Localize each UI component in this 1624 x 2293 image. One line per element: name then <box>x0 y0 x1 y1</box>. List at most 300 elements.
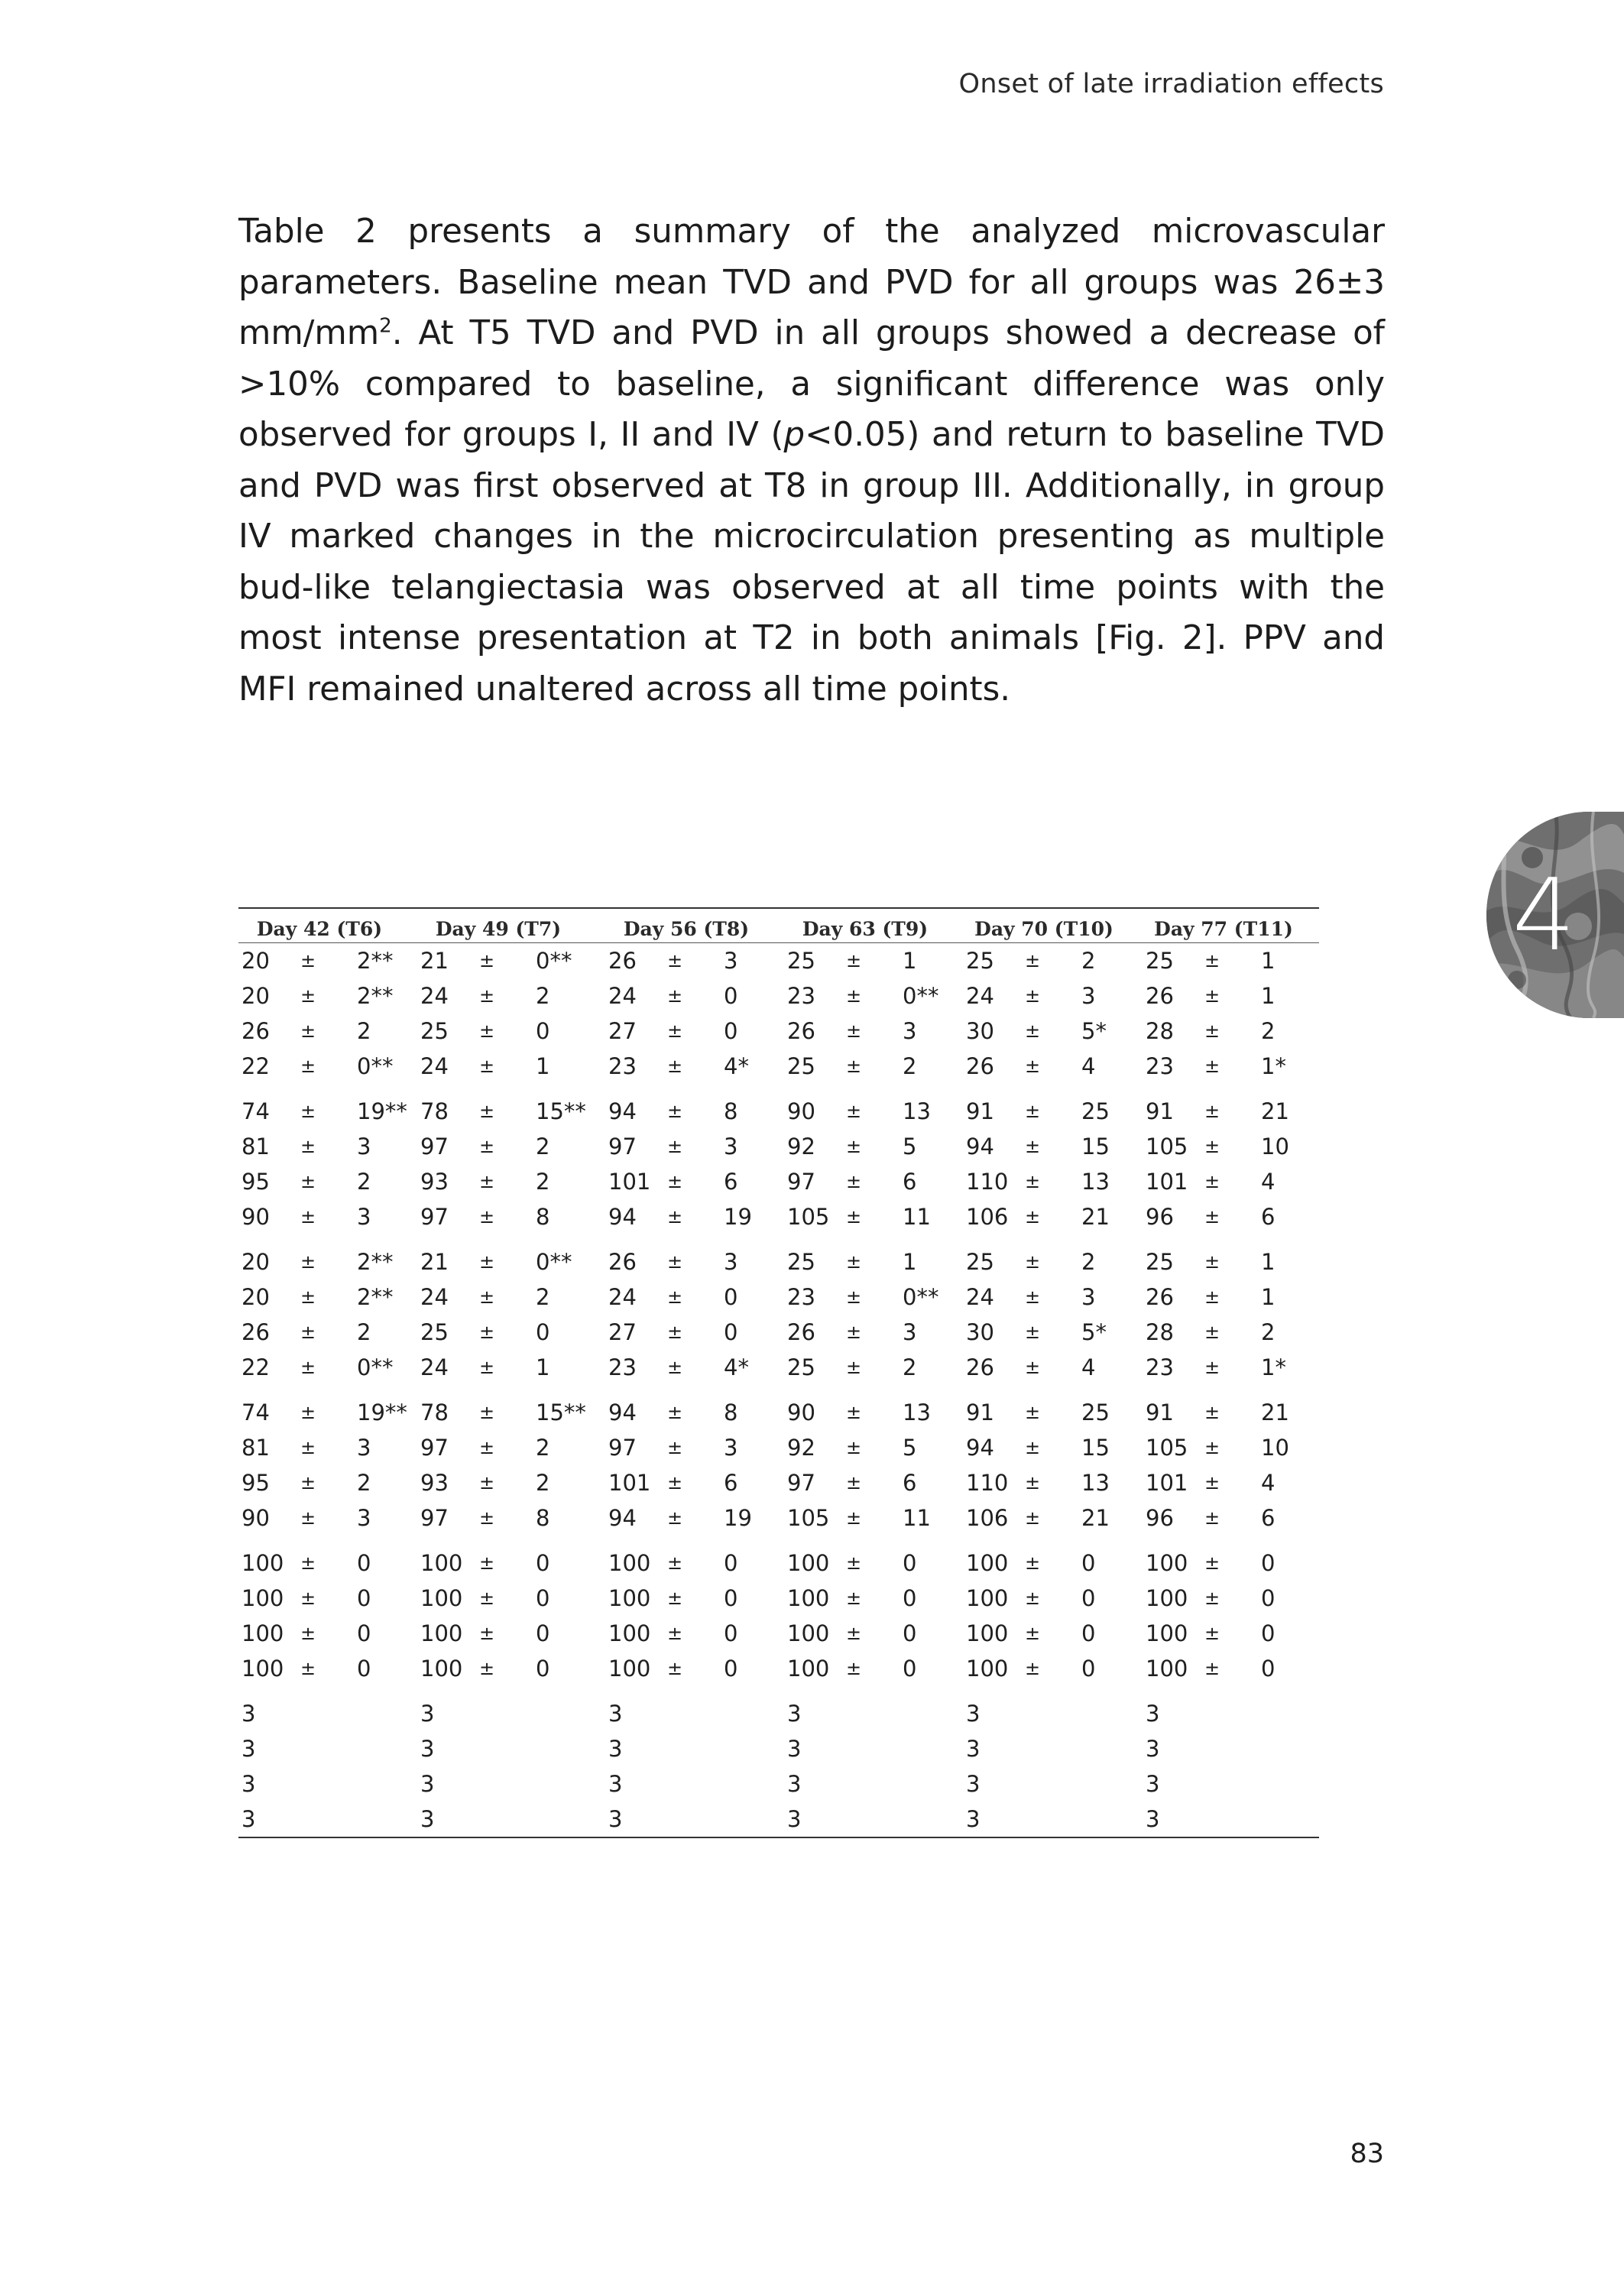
cell-sd: 2 <box>536 983 550 1009</box>
cell-sd: 0 <box>903 1550 917 1576</box>
cell-sd: 4* <box>724 1354 749 1380</box>
plus-minus-sign: ± <box>1204 1251 1220 1273</box>
cell-mean: 90 <box>787 1098 815 1124</box>
cell-sd: 2 <box>1081 948 1096 974</box>
plus-minus-sign: ± <box>300 1507 316 1529</box>
cell-sd: 6 <box>903 1470 917 1496</box>
cell-sd: 0 <box>724 1284 738 1310</box>
plus-minus-sign: ± <box>479 1472 495 1494</box>
cell-mean: 27 <box>608 1319 637 1345</box>
table-row <box>238 1279 1319 1315</box>
plus-minus-sign: ± <box>846 1437 862 1458</box>
plus-minus-sign: ± <box>1204 1588 1220 1609</box>
cell-mean: 24 <box>420 1284 449 1310</box>
column-header: Day 56 (T8) <box>623 918 750 940</box>
cell-mean: 3 <box>787 1771 802 1797</box>
plus-minus-sign: ± <box>1025 1402 1041 1423</box>
cell-sd: 11 <box>903 1204 931 1230</box>
cell-mean: 3 <box>608 1806 623 1832</box>
cell-mean: 28 <box>1146 1319 1174 1345</box>
cell-mean: 74 <box>241 1098 270 1124</box>
cell-sd: 0 <box>1261 1585 1276 1611</box>
cell-sd: 13 <box>903 1399 931 1425</box>
plus-minus-sign: ± <box>667 1658 683 1679</box>
cell-sd: 5* <box>1081 1319 1107 1345</box>
cell-sd: 2 <box>536 1284 550 1310</box>
cell-mean: 25 <box>420 1018 449 1044</box>
cell-mean: 106 <box>966 1204 1009 1230</box>
cell-mean: 3 <box>241 1701 256 1727</box>
table-row <box>238 1430 1319 1465</box>
cell-sd: 2 <box>536 1435 550 1461</box>
column-header: Day 49 (T7) <box>435 918 562 940</box>
cell-sd: 2 <box>536 1470 550 1496</box>
cell-mean: 3 <box>420 1701 435 1727</box>
plus-minus-sign: ± <box>1025 1507 1041 1529</box>
plus-minus-sign: ± <box>1204 1206 1220 1228</box>
data-table <box>238 907 1319 1838</box>
plus-minus-sign: ± <box>1025 1623 1041 1644</box>
cell-mean: 100 <box>608 1656 651 1682</box>
cell-mean: 27 <box>608 1018 637 1044</box>
plus-minus-sign: ± <box>479 1507 495 1529</box>
table-row <box>238 1350 1319 1385</box>
cell-sd: 3 <box>357 1134 371 1159</box>
plus-minus-sign: ± <box>846 1623 862 1644</box>
cell-mean: 91 <box>966 1098 994 1124</box>
cell-mean: 3 <box>966 1736 981 1762</box>
cell-mean: 100 <box>966 1585 1009 1611</box>
cell-mean: 91 <box>1146 1098 1174 1124</box>
cell-mean: 22 <box>241 1354 270 1380</box>
plus-minus-sign: ± <box>667 1101 683 1122</box>
table-row <box>238 1500 1319 1536</box>
plus-minus-sign: ± <box>1204 1472 1220 1494</box>
plus-minus-sign: ± <box>1204 1437 1220 1458</box>
cell-mean: 3 <box>420 1806 435 1832</box>
plus-minus-sign: ± <box>667 1056 683 1077</box>
cell-sd: 0 <box>536 1550 550 1576</box>
plus-minus-sign: ± <box>300 1437 316 1458</box>
cell-mean: 22 <box>241 1053 270 1079</box>
plus-minus-sign: ± <box>479 985 495 1007</box>
paragraph-part-1: Table 2 presents a summary of the analyzed microvascular parameters. Baseline mean TVD and PVD for all groups was 26±3 mm/mm <box>238 212 1385 352</box>
cell-sd: 13 <box>903 1098 931 1124</box>
table-body <box>238 943 1319 1837</box>
row-group <box>238 1094 1319 1234</box>
cell-sd: 3 <box>357 1204 371 1230</box>
plus-minus-sign: ± <box>300 985 316 1007</box>
cell-sd: 0** <box>357 1053 394 1079</box>
plus-minus-sign: ± <box>846 1472 862 1494</box>
cell-sd: 2** <box>357 1249 394 1275</box>
plus-minus-sign: ± <box>1204 1658 1220 1679</box>
plus-minus-sign: ± <box>479 1251 495 1273</box>
plus-minus-sign: ± <box>1025 1056 1041 1077</box>
plus-minus-sign: ± <box>846 1020 862 1042</box>
cell-sd: 1 <box>903 948 917 974</box>
cell-sd: 4* <box>724 1053 749 1079</box>
plus-minus-sign: ± <box>846 1552 862 1574</box>
cell-mean: 26 <box>966 1053 994 1079</box>
cell-mean: 25 <box>787 1354 815 1380</box>
plus-minus-sign: ± <box>300 1357 316 1378</box>
cell-mean: 100 <box>1146 1585 1188 1611</box>
plus-minus-sign: ± <box>479 1658 495 1679</box>
chapter-number: 4 <box>1512 857 1576 973</box>
plus-minus-sign: ± <box>1204 1552 1220 1574</box>
cell-mean: 100 <box>241 1550 284 1576</box>
plus-minus-sign: ± <box>1025 1171 1041 1192</box>
table-row <box>238 1164 1319 1199</box>
cell-sd: 19** <box>357 1098 407 1124</box>
cell-sd: 15 <box>1081 1435 1110 1461</box>
cell-sd: 5 <box>903 1435 917 1461</box>
cell-sd: 0 <box>536 1585 550 1611</box>
cell-sd: 21 <box>1081 1505 1110 1531</box>
cell-mean: 95 <box>241 1470 270 1496</box>
cell-sd: 1 <box>536 1354 550 1380</box>
running-head: Onset of late irradiation effects <box>958 69 1384 99</box>
table-row <box>238 1696 1319 1731</box>
cell-sd: 3 <box>903 1018 917 1044</box>
italic-p: p <box>783 416 806 454</box>
plus-minus-sign: ± <box>846 1251 862 1273</box>
cell-sd: 2 <box>1261 1018 1276 1044</box>
cell-sd: 2 <box>357 1018 371 1044</box>
plus-minus-sign: ± <box>846 1507 862 1529</box>
cell-sd: 1 <box>1261 983 1276 1009</box>
cell-sd: 0 <box>357 1656 371 1682</box>
plus-minus-sign: ± <box>1025 1322 1041 1343</box>
table-row <box>238 1581 1319 1616</box>
cell-sd: 19 <box>724 1204 752 1230</box>
cell-mean: 97 <box>787 1169 815 1195</box>
cell-sd: 1 <box>536 1053 550 1079</box>
plus-minus-sign: ± <box>479 1206 495 1228</box>
cell-mean: 3 <box>1146 1771 1160 1797</box>
cell-mean: 91 <box>966 1399 994 1425</box>
cell-sd: 3 <box>1081 1284 1096 1310</box>
cell-sd: 1* <box>1261 1354 1286 1380</box>
plus-minus-sign: ± <box>667 1402 683 1423</box>
table-row <box>238 1616 1319 1651</box>
plus-minus-sign: ± <box>300 1056 316 1077</box>
cell-sd: 21 <box>1261 1399 1289 1425</box>
cell-sd: 4 <box>1081 1354 1096 1380</box>
cell-mean: 25 <box>787 1249 815 1275</box>
cell-sd: 3 <box>724 948 738 974</box>
cell-mean: 106 <box>966 1505 1009 1531</box>
cell-mean: 105 <box>787 1505 830 1531</box>
cell-mean: 30 <box>966 1319 994 1345</box>
cell-mean: 3 <box>608 1736 623 1762</box>
cell-sd: 0 <box>536 1319 550 1345</box>
table-row <box>238 1766 1319 1802</box>
plus-minus-sign: ± <box>300 1206 316 1228</box>
cell-sd: 6 <box>1261 1204 1276 1230</box>
column-header: Day 63 (T9) <box>802 918 929 940</box>
plus-minus-sign: ± <box>300 1251 316 1273</box>
cell-mean: 91 <box>1146 1399 1174 1425</box>
cell-mean: 100 <box>608 1620 651 1646</box>
plus-minus-sign: ± <box>479 950 495 971</box>
cell-mean: 97 <box>420 1204 449 1230</box>
plus-minus-sign: ± <box>667 1020 683 1042</box>
cell-mean: 74 <box>241 1399 270 1425</box>
table-row <box>238 1244 1319 1279</box>
cell-sd: 0 <box>357 1620 371 1646</box>
cell-mean: 94 <box>608 1505 637 1531</box>
plus-minus-sign: ± <box>846 1286 862 1308</box>
cell-mean: 100 <box>966 1550 1009 1576</box>
page-number: 83 <box>1350 2139 1384 2169</box>
superscript-2: 2 <box>379 314 392 338</box>
plus-minus-sign: ± <box>667 1623 683 1644</box>
plus-minus-sign: ± <box>667 1251 683 1273</box>
table-row <box>238 1802 1319 1837</box>
plus-minus-sign: ± <box>846 1658 862 1679</box>
plus-minus-sign: ± <box>300 1322 316 1343</box>
plus-minus-sign: ± <box>846 1357 862 1378</box>
plus-minus-sign: ± <box>479 1020 495 1042</box>
cell-sd: 3 <box>724 1134 738 1159</box>
cell-sd: 1 <box>1261 948 1276 974</box>
cell-mean: 23 <box>1146 1354 1174 1380</box>
cell-sd: 1 <box>1261 1284 1276 1310</box>
cell-sd: 21 <box>1261 1098 1289 1124</box>
cell-mean: 3 <box>420 1736 435 1762</box>
cell-mean: 101 <box>1146 1470 1188 1496</box>
table-row <box>238 1129 1319 1164</box>
cell-mean: 100 <box>241 1585 284 1611</box>
cell-mean: 90 <box>787 1399 815 1425</box>
cell-sd: 6 <box>1261 1505 1276 1531</box>
cell-sd: 4 <box>1261 1169 1276 1195</box>
plus-minus-sign: ± <box>479 1171 495 1192</box>
cell-mean: 23 <box>608 1354 637 1380</box>
cell-mean: 100 <box>1146 1550 1188 1576</box>
cell-sd: 10 <box>1261 1134 1289 1159</box>
cell-mean: 3 <box>966 1701 981 1727</box>
plus-minus-sign: ± <box>300 1472 316 1494</box>
cell-sd: 0 <box>1081 1656 1096 1682</box>
cell-sd: 2 <box>357 1169 371 1195</box>
cell-mean: 23 <box>787 983 815 1009</box>
cell-sd: 3 <box>1081 983 1096 1009</box>
cell-mean: 81 <box>241 1134 270 1159</box>
cell-sd: 0 <box>903 1620 917 1646</box>
cell-mean: 97 <box>608 1134 637 1159</box>
cell-sd: 5 <box>903 1134 917 1159</box>
plus-minus-sign: ± <box>1025 1286 1041 1308</box>
plus-minus-sign: ± <box>667 1286 683 1308</box>
plus-minus-sign: ± <box>300 950 316 971</box>
plus-minus-sign: ± <box>1025 950 1041 971</box>
row-group <box>238 1244 1319 1385</box>
cell-sd: 2** <box>357 983 394 1009</box>
cell-sd: 0 <box>1261 1656 1276 1682</box>
cell-sd: 19 <box>724 1505 752 1531</box>
cell-mean: 3 <box>241 1806 256 1832</box>
plus-minus-sign: ± <box>846 1101 862 1122</box>
plus-minus-sign: ± <box>1204 1402 1220 1423</box>
cell-sd: 10 <box>1261 1435 1289 1461</box>
plus-minus-sign: ± <box>300 1020 316 1042</box>
cell-sd: 3 <box>357 1505 371 1531</box>
plus-minus-sign: ± <box>667 1206 683 1228</box>
cell-mean: 28 <box>1146 1018 1174 1044</box>
cell-mean: 100 <box>241 1656 284 1682</box>
cell-mean: 90 <box>241 1204 270 1230</box>
plus-minus-sign: ± <box>300 1552 316 1574</box>
plus-minus-sign: ± <box>1204 1322 1220 1343</box>
cell-sd: 2** <box>357 1284 394 1310</box>
cell-sd: 2 <box>357 1319 371 1345</box>
cell-sd: 8 <box>536 1204 550 1230</box>
cell-mean: 3 <box>241 1771 256 1797</box>
plus-minus-sign: ± <box>479 1136 495 1157</box>
cell-sd: 1 <box>903 1249 917 1275</box>
plus-minus-sign: ± <box>846 1056 862 1077</box>
cell-mean: 21 <box>420 948 449 974</box>
cell-sd: 25 <box>1081 1098 1110 1124</box>
cell-mean: 3 <box>1146 1806 1160 1832</box>
cell-mean: 25 <box>787 948 815 974</box>
cell-sd: 0 <box>1081 1550 1096 1576</box>
plus-minus-sign: ± <box>1025 1552 1041 1574</box>
plus-minus-sign: ± <box>1025 1588 1041 1609</box>
cell-sd: 8 <box>724 1098 738 1124</box>
cell-mean: 110 <box>966 1169 1009 1195</box>
cell-mean: 92 <box>787 1435 815 1461</box>
plus-minus-sign: ± <box>300 1171 316 1192</box>
plus-minus-sign: ± <box>667 1472 683 1494</box>
paragraph-part-2: . At T5 TVD and PVD in all groups showed a decrease of >10% compared to baseline, a significant difference was only observed for groups I, II and IV ( <box>238 314 1385 454</box>
cell-sd: 4 <box>1261 1470 1276 1496</box>
cell-mean: 100 <box>787 1620 830 1646</box>
cell-mean: 3 <box>966 1806 981 1832</box>
cell-sd: 0 <box>1261 1550 1276 1576</box>
cell-mean: 96 <box>1146 1505 1174 1531</box>
cell-mean: 25 <box>420 1319 449 1345</box>
cell-sd: 0 <box>357 1585 371 1611</box>
cell-mean: 3 <box>787 1701 802 1727</box>
plus-minus-sign: ± <box>479 1056 495 1077</box>
cell-sd: 5* <box>1081 1018 1107 1044</box>
plus-minus-sign: ± <box>667 1507 683 1529</box>
cell-mean: 100 <box>608 1550 651 1576</box>
cell-sd: 8 <box>724 1399 738 1425</box>
table-row <box>238 1395 1319 1430</box>
plus-minus-sign: ± <box>846 950 862 971</box>
plus-minus-sign: ± <box>1204 985 1220 1007</box>
plus-minus-sign: ± <box>479 1101 495 1122</box>
plus-minus-sign: ± <box>1025 1658 1041 1679</box>
cell-sd: 0 <box>536 1620 550 1646</box>
plus-minus-sign: ± <box>479 1357 495 1378</box>
cell-sd: 15** <box>536 1098 586 1124</box>
cell-sd: 0 <box>536 1018 550 1044</box>
table-row <box>238 1731 1319 1766</box>
plus-minus-sign: ± <box>667 1171 683 1192</box>
plus-minus-sign: ± <box>846 1171 862 1192</box>
cell-mean: 3 <box>787 1736 802 1762</box>
cell-sd: 0 <box>1081 1585 1096 1611</box>
cell-mean: 24 <box>420 1354 449 1380</box>
cell-sd: 4 <box>1081 1053 1096 1079</box>
plus-minus-sign: ± <box>1204 1171 1220 1192</box>
cell-mean: 96 <box>1146 1204 1174 1230</box>
cell-mean: 26 <box>608 948 637 974</box>
plus-minus-sign: ± <box>667 985 683 1007</box>
cell-mean: 24 <box>608 1284 637 1310</box>
plus-minus-sign: ± <box>1025 1251 1041 1273</box>
cell-mean: 100 <box>966 1620 1009 1646</box>
plus-minus-sign: ± <box>1025 1357 1041 1378</box>
plus-minus-sign: ± <box>1204 1286 1220 1308</box>
cell-sd: 6 <box>724 1470 738 1496</box>
plus-minus-sign: ± <box>300 1136 316 1157</box>
cell-mean: 100 <box>420 1620 463 1646</box>
cell-sd: 2 <box>1261 1319 1276 1345</box>
cell-mean: 23 <box>1146 1053 1174 1079</box>
plus-minus-sign: ± <box>300 1623 316 1644</box>
plus-minus-sign: ± <box>667 1588 683 1609</box>
plus-minus-sign: ± <box>479 1588 495 1609</box>
cell-sd: 15** <box>536 1399 586 1425</box>
plus-minus-sign: ± <box>1025 1437 1041 1458</box>
cell-mean: 78 <box>420 1098 449 1124</box>
cell-sd: 1 <box>1261 1249 1276 1275</box>
cell-mean: 3 <box>1146 1701 1160 1727</box>
cell-mean: 94 <box>608 1399 637 1425</box>
row-group <box>238 1545 1319 1686</box>
cell-mean: 100 <box>966 1656 1009 1682</box>
cell-sd: 0 <box>724 1319 738 1345</box>
plus-minus-sign: ± <box>846 1206 862 1228</box>
cell-mean: 105 <box>787 1204 830 1230</box>
cell-mean: 78 <box>420 1399 449 1425</box>
plus-minus-sign: ± <box>1204 1101 1220 1122</box>
cell-mean: 26 <box>241 1018 270 1044</box>
cell-mean: 20 <box>241 1249 270 1275</box>
cell-mean: 20 <box>241 983 270 1009</box>
cell-mean: 3 <box>787 1806 802 1832</box>
cell-mean: 25 <box>966 948 994 974</box>
table-row <box>238 1049 1319 1084</box>
table-row <box>238 1199 1319 1234</box>
cell-mean: 3 <box>420 1771 435 1797</box>
cell-mean: 26 <box>966 1354 994 1380</box>
plus-minus-sign: ± <box>667 1437 683 1458</box>
plus-minus-sign: ± <box>667 1357 683 1378</box>
plus-minus-sign: ± <box>846 1322 862 1343</box>
cell-sd: 0 <box>724 1018 738 1044</box>
table-row <box>238 1465 1319 1500</box>
cell-mean: 100 <box>241 1620 284 1646</box>
cell-mean: 24 <box>420 983 449 1009</box>
cell-sd: 0 <box>536 1656 550 1682</box>
cell-mean: 94 <box>966 1134 994 1159</box>
cell-mean: 110 <box>966 1470 1009 1496</box>
cell-mean: 81 <box>241 1435 270 1461</box>
plus-minus-sign: ± <box>846 1588 862 1609</box>
cell-mean: 97 <box>420 1505 449 1531</box>
table-row <box>238 1014 1319 1049</box>
cell-sd: 3 <box>724 1435 738 1461</box>
table-row <box>238 1094 1319 1129</box>
